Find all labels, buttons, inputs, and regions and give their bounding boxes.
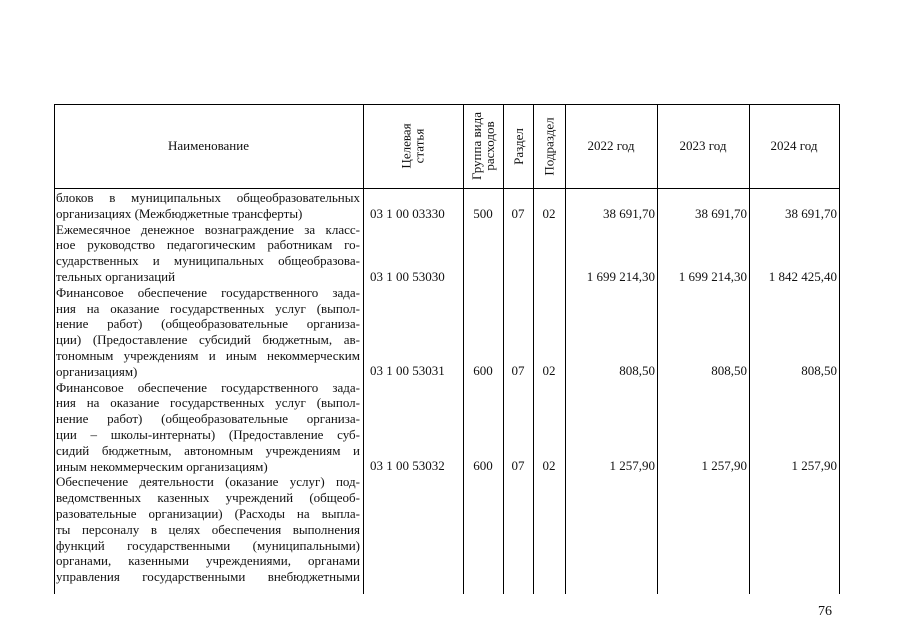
value-2022: 38 691,70 — [603, 206, 655, 221]
target-code: 03 1 00 53031 — [370, 363, 445, 378]
value-2023: 38 691,70 — [695, 206, 747, 221]
name-line: ния на оказание государственных услуг (выпол- — [56, 300, 360, 316]
name-line: блоков в муниципальных общеобразовательных — [56, 190, 360, 205]
name-line: тономным учреждениям и иным некоммерческим — [56, 347, 360, 363]
header-name-text: Наименование — [168, 138, 249, 153]
target-code: 03 1 00 03330 — [370, 206, 445, 221]
value-2022: 1 699 214,30 — [586, 269, 655, 284]
name-line: тельных организаций — [56, 268, 176, 284]
name-line: управления государственными внебюджетными — [56, 569, 360, 585]
header-target-line2: статья — [411, 128, 427, 164]
target-code: 03 1 00 53030 — [370, 269, 445, 284]
header-2023 — [657, 104, 749, 188]
header-name — [54, 104, 363, 188]
value-2022: 808,50 — [619, 363, 655, 378]
name-line: ведомственных казенных учреждений (общеоб- — [56, 490, 360, 506]
subsection-code: 02 — [542, 206, 556, 221]
name-line: организациях (Межбюджетные трансферты) — [56, 205, 303, 221]
name-line: Обеспечение деятельности (оказание услуг) под- — [56, 474, 360, 490]
group-code: 600 — [473, 363, 493, 378]
header-2024 — [749, 104, 839, 188]
table-row-name — [56, 285, 360, 380]
header-target — [363, 104, 463, 188]
section-code: 07 — [511, 206, 525, 221]
name-line: нение работ) (общеобразовательные организа- — [56, 316, 360, 332]
name-line: организациям) — [56, 363, 138, 379]
name-line: ции – школы-интернаты) (Предоставление суб- — [56, 426, 360, 442]
header-group-text — [470, 112, 496, 180]
header-section-text: Раздел — [510, 127, 526, 165]
header-subsection-text: Подраздел — [541, 116, 557, 176]
budget-table — [54, 104, 840, 594]
value-2024: 1 257,90 — [791, 458, 837, 473]
name-line: сидий бюджетным, автономным учреждениям и — [56, 442, 360, 458]
table-row-name — [56, 380, 360, 475]
name-line: иным некоммерческим организациям) — [56, 458, 268, 474]
value-2023: 808,50 — [711, 363, 747, 378]
value-2022: 1 257,90 — [609, 458, 655, 473]
name-line: ния на оказание государственных услуг (выпол- — [56, 395, 360, 411]
header-group-line1: Группа вида — [469, 112, 485, 180]
header-group — [463, 104, 503, 188]
header-target-line1: Целевая — [398, 123, 414, 169]
name-line: органами, казенными учреждениями, органами — [56, 553, 360, 569]
value-2024: 808,50 — [801, 363, 837, 378]
value-2023: 1 257,90 — [701, 458, 747, 473]
group-code: 600 — [473, 458, 493, 473]
table-row-name — [56, 474, 360, 585]
page-number: 76 — [818, 604, 832, 619]
header-subsection — [533, 104, 565, 188]
target-code: 03 1 00 53032 — [370, 458, 445, 473]
name-line: Финансовое обеспечение государственного зада- — [56, 284, 360, 300]
section-code: 07 — [511, 363, 525, 378]
header-2023-text: 2023 год — [679, 138, 727, 153]
name-line: Ежемесячное денежное вознаграждение за класс- — [56, 221, 360, 237]
value-2024: 38 691,70 — [785, 206, 837, 221]
name-line: Финансовое обеспечение государственного зада- — [56, 379, 360, 395]
header-2022 — [565, 104, 657, 188]
group-code: 500 — [473, 206, 493, 221]
section-code: 07 — [511, 458, 525, 473]
name-line: разовательные организации) (Расходы на выпла- — [56, 505, 360, 521]
header-section — [503, 104, 533, 188]
table-row-name — [56, 190, 360, 222]
name-line: ное руководство педагогическим работникам го- — [56, 237, 360, 253]
table-row-name — [56, 222, 360, 285]
name-line: функций государственными (муниципальными) — [56, 537, 360, 553]
header-2022-text: 2022 год — [587, 138, 635, 153]
column-divider — [839, 104, 840, 594]
header-target-text — [400, 123, 426, 168]
value-2024: 1 842 425,40 — [768, 269, 837, 284]
subsection-code: 02 — [542, 458, 556, 473]
value-2023: 1 699 214,30 — [678, 269, 747, 284]
name-line: сударственных и муниципальных общеобразова- — [56, 253, 360, 269]
name-line: ции) (Предоставление субсидий бюджетным, ав- — [56, 332, 360, 348]
header-group-line2: расходов — [482, 121, 498, 171]
name-line: ты персоналу в целях обеспечения выполнения — [56, 521, 360, 537]
header-2024-text: 2024 год — [770, 138, 818, 153]
header-bottom-border — [54, 188, 840, 189]
subsection-code: 02 — [542, 363, 556, 378]
name-line: нение работ) (общеобразовательные организа- — [56, 411, 360, 427]
